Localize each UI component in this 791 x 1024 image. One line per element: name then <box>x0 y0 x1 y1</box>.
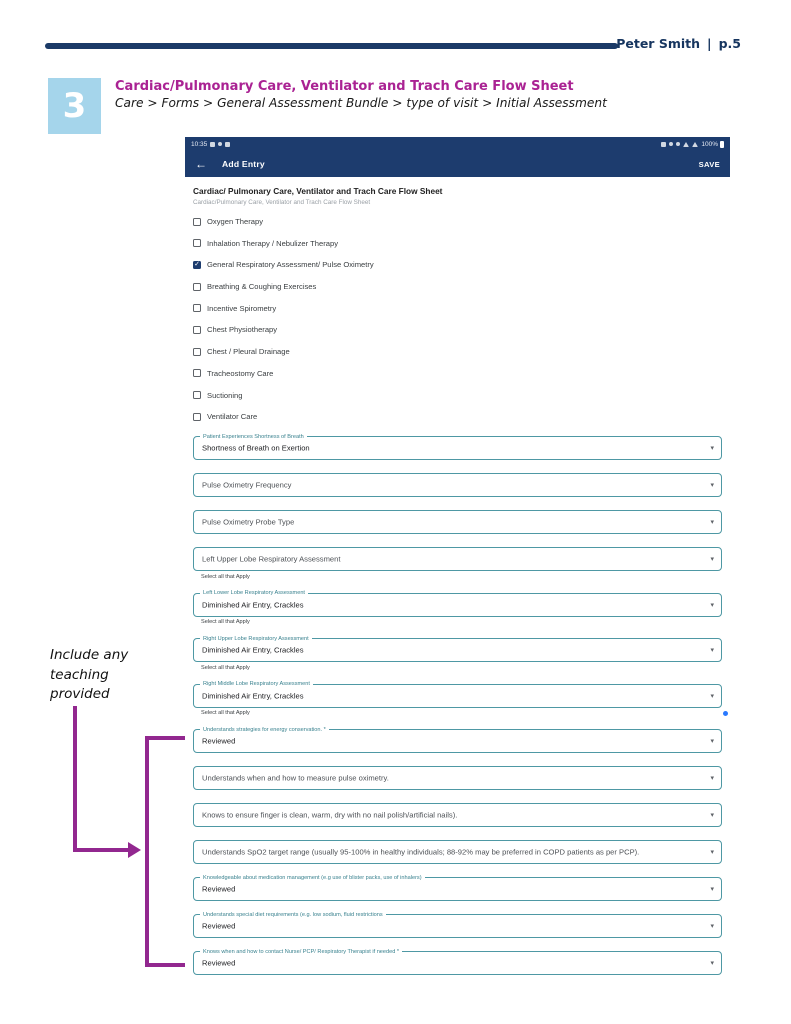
header-separator: | <box>707 36 712 51</box>
chevron-down-icon: ▾ <box>710 738 714 746</box>
checkbox-row[interactable] <box>193 281 722 293</box>
checkbox-row[interactable] <box>193 346 722 358</box>
dropdown-select[interactable] <box>193 803 722 827</box>
checkbox-label: Tracheostomy Care <box>207 368 274 378</box>
dropdown-value: Diminished Air Entry, Crackles <box>202 691 304 701</box>
dropdown-label: Understands special diet requirements (e.g. low sodium, fluid restrictions <box>200 912 386 919</box>
dropdown-value: Reviewed <box>202 736 236 746</box>
chevron-down-icon: ▾ <box>710 647 714 655</box>
annotation-bracket-vertical <box>145 736 149 967</box>
step-number: 3 <box>62 86 87 126</box>
checkbox-label: Breathing & Coughing Exercises <box>207 282 317 292</box>
info-dot <box>723 711 728 716</box>
dropdown-block <box>193 547 722 580</box>
checkbox-row[interactable] <box>193 216 722 228</box>
dropdown-select[interactable] <box>193 726 722 753</box>
dropdown-select[interactable] <box>193 948 722 975</box>
dropdown-block <box>193 840 722 864</box>
dropdown-label: Right Upper Lobe Respiratory Assessment <box>200 636 312 643</box>
dropdown-label: Patient Experiences Shortness of Breath <box>200 434 307 441</box>
dropdown-select[interactable] <box>193 840 722 864</box>
dropdown-label: Left Lower Lobe Respiratory Assessment <box>200 590 308 597</box>
dropdown-value: Understands SpO2 target range (usually 95-100% in healthy individuals; 88-92% may be preferred in COPD patients as per PCP). <box>202 847 640 857</box>
annotation-arrow-line-horizontal <box>73 848 129 852</box>
message-icon <box>225 142 230 147</box>
dropdown-select[interactable] <box>193 510 722 534</box>
battery-percent: 100% <box>701 140 718 148</box>
annotation-note: Include any teaching provided <box>50 647 129 703</box>
back-arrow-icon[interactable]: ← <box>195 157 207 171</box>
checkbox[interactable] <box>193 304 201 312</box>
annotation-arrowhead-icon <box>128 842 141 858</box>
dropdown-value: Understands when and how to measure pulse oximetry. <box>202 773 389 783</box>
save-button[interactable]: SAVE <box>698 159 720 169</box>
chevron-down-icon: ▾ <box>710 445 714 453</box>
page-number: p.5 <box>718 36 741 51</box>
chevron-down-icon: ▾ <box>710 923 714 931</box>
app-bar <box>185 151 730 177</box>
chevron-down-icon: ▾ <box>710 886 714 894</box>
dropdown-select[interactable] <box>193 590 722 617</box>
dropdown-list <box>193 433 722 975</box>
doc-title: Cardiac/Pulmonary Care, Ventilator and Trach Care Flow Sheet <box>115 79 574 94</box>
dropdown-value: Reviewed <box>202 921 236 931</box>
checkbox-row[interactable] <box>193 411 722 423</box>
location-icon <box>676 142 680 146</box>
battery-icon <box>720 141 724 148</box>
dropdown-block <box>193 948 722 975</box>
chevron-down-icon: ▾ <box>710 482 714 490</box>
checkbox-row[interactable] <box>193 302 722 314</box>
dropdown-block <box>193 874 722 901</box>
checkbox-label: Incentive Spirometry <box>207 303 277 313</box>
dropdown-select[interactable] <box>193 874 722 901</box>
dropdown-select[interactable] <box>193 911 722 938</box>
checkbox-label: Chest Physiotherapy <box>207 325 278 335</box>
checkbox-label: Ventilator Care <box>207 412 258 422</box>
author-name: Peter Smith <box>616 36 701 51</box>
step-badge <box>48 78 101 134</box>
page-header <box>616 36 741 51</box>
dropdown-helper-text: Select all that Apply <box>201 619 250 626</box>
checkbox[interactable]: ✓ <box>194 260 200 268</box>
lock-icon <box>661 142 666 147</box>
checkbox[interactable] <box>193 348 201 356</box>
checkbox-label: Oxygen Therapy <box>207 217 264 226</box>
checkbox[interactable] <box>193 413 201 421</box>
checkbox-row[interactable] <box>193 259 722 271</box>
checkbox-label: Suctioning <box>207 390 243 400</box>
checkbox[interactable] <box>193 326 201 334</box>
header-rule <box>45 43 618 49</box>
dropdown-value: Diminished Air Entry, Crackles <box>202 645 304 655</box>
dropdown-value: Left Upper Lobe Respiratory Assessment <box>202 554 341 564</box>
breadcrumb: Care > Forms > General Assessment Bundle > type of visit > Initial Assessment <box>115 96 607 110</box>
dropdown-value: Reviewed <box>202 958 236 968</box>
app-notification-icon <box>218 142 222 146</box>
dropdown-select[interactable] <box>193 635 722 662</box>
dropdown-select[interactable] <box>193 473 722 497</box>
dropdown-select[interactable] <box>193 766 722 790</box>
dropdown-label: Understands strategies for energy conservation. * <box>200 727 329 734</box>
chevron-down-icon: ▾ <box>710 849 714 857</box>
dropdown-helper-text: Select all that Apply <box>201 573 250 580</box>
chevron-down-icon: ▾ <box>710 692 714 700</box>
chevron-down-icon: ▾ <box>710 960 714 968</box>
dropdown-block <box>193 726 722 753</box>
chevron-down-icon: ▾ <box>710 775 714 783</box>
checkbox-row[interactable] <box>193 367 722 379</box>
dropdown-block <box>193 510 722 534</box>
dropdown-label: Knows when and how to contact Nurse/ PCP/ Respiratory Therapist if needed * <box>200 949 402 956</box>
checkbox[interactable] <box>193 283 201 291</box>
annotation-arrow-line-vertical <box>73 706 77 852</box>
dropdown-block <box>193 635 722 671</box>
app-bar-title: Add Entry <box>222 159 265 169</box>
checkbox-list <box>193 216 722 423</box>
dropdown-value: Reviewed <box>202 884 236 894</box>
wifi-icon <box>683 142 689 147</box>
form-subtitle: Cardiac/Pulmonary Care, Ventilator and Trach Care Flow Sheet <box>193 198 371 206</box>
checkbox-row[interactable] <box>193 237 722 249</box>
dropdown-block <box>193 590 722 626</box>
dropdown-helper-text: Select all that Apply <box>201 710 250 717</box>
dropdown-helper-text: Select all that Apply <box>201 664 250 671</box>
signal-icon <box>692 142 698 147</box>
checkbox-label: Inhalation Therapy / Nebulizer Therapy <box>207 238 338 248</box>
form-title: Cardiac/ Pulmonary Care, Ventilator and Trach Care Flow Sheet <box>193 186 443 196</box>
dropdown-select[interactable] <box>193 433 722 460</box>
dropdown-select[interactable] <box>193 681 722 708</box>
dropdown-label: Right Middle Lobe Respiratory Assessment <box>200 681 313 688</box>
phone-screenshot <box>185 137 730 988</box>
dropdown-block <box>193 766 722 790</box>
checkbox[interactable] <box>193 239 201 247</box>
chevron-down-icon: ▾ <box>710 556 714 564</box>
dropdown-block <box>193 911 722 938</box>
notification-icon <box>210 142 215 147</box>
chevron-down-icon: ▾ <box>710 601 714 609</box>
checkbox-label: Chest / Pleural Drainage <box>207 347 290 357</box>
dropdown-select[interactable] <box>193 547 722 571</box>
dropdown-value: Knows to ensure finger is clean, warm, dry with no nail polish/artificial nails). <box>202 810 458 820</box>
checkbox-row[interactable] <box>193 324 722 336</box>
form-content <box>185 186 730 975</box>
dropdown-value: Pulse Oximetry Probe Type <box>202 517 295 527</box>
dropdown-value: Diminished Air Entry, Crackles <box>202 600 304 610</box>
checkbox[interactable] <box>193 369 201 377</box>
dropdown-block <box>193 433 722 460</box>
dropdown-value: Shortness of Breath on Exertion <box>202 443 310 453</box>
dropdown-block <box>193 473 722 497</box>
volume-icon <box>669 142 673 146</box>
dropdown-block <box>193 681 722 717</box>
dropdown-block <box>193 803 722 827</box>
checkbox[interactable] <box>193 218 201 226</box>
chevron-down-icon: ▾ <box>710 519 714 527</box>
checkbox-label: General Respiratory Assessment/ Pulse Oximetry <box>207 260 374 270</box>
status-time: 10:35 <box>191 140 208 148</box>
checkbox-row[interactable] <box>193 389 722 401</box>
status-bar <box>185 137 730 151</box>
chevron-down-icon: ▾ <box>710 812 714 820</box>
dropdown-label: Knowledgeable about medication management (e.g use of blister packs, use of inhalers) <box>200 875 425 882</box>
dropdown-value: Pulse Oximetry Frequency <box>202 480 292 490</box>
checkbox[interactable] <box>193 391 201 399</box>
